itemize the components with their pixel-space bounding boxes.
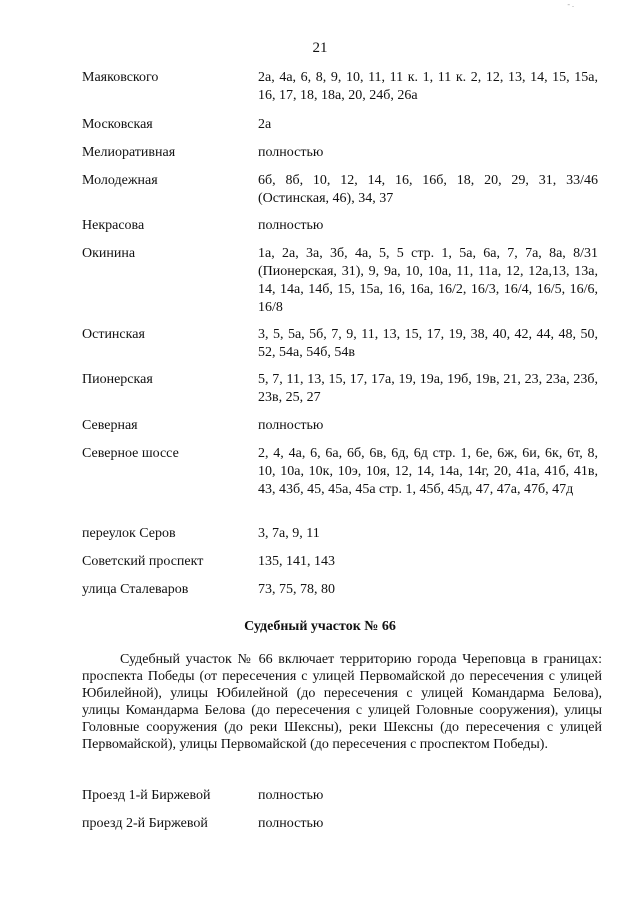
house-numbers: 3, 7а, 9, 11: [258, 526, 320, 541]
house-numbers: полностью: [258, 788, 324, 803]
street-name: Северная: [82, 418, 138, 433]
house-numbers: полностью: [258, 145, 324, 160]
house-numbers: полностью: [258, 218, 324, 233]
house-numbers: полностью: [258, 418, 324, 433]
street-name: Молодежная: [82, 173, 158, 188]
corner-mark: - .: [567, 0, 574, 9]
section-heading: Судебный участок № 66: [244, 619, 396, 634]
street-name: проезд 2-й Биржевой: [82, 816, 208, 831]
street-name: Северное шоссе: [82, 446, 179, 461]
house-numbers: 6б, 8б, 10, 12, 14, 16, 16б, 18, 20, 29, 31, 33/46 (Остинская, 46), 34, 37: [258, 173, 598, 206]
house-numbers: 2а: [258, 117, 272, 132]
house-numbers: 3, 5, 5а, 5б, 7, 9, 11, 13, 15, 17, 19, 38, 40, 42, 44, 48, 50, 52, 54а, 54б, 54в: [258, 327, 598, 360]
street-name: переулок Серов: [82, 526, 176, 541]
street-name: Маяковского: [82, 70, 159, 85]
house-numbers: 73, 75, 78, 80: [258, 582, 335, 597]
house-numbers: 135, 141, 143: [258, 554, 335, 569]
house-numbers: 5, 7, 11, 13, 15, 17, 17а, 19, 19а, 19б, 19в, 21, 23, 23а, 23б, 23в, 25, 27: [258, 372, 598, 405]
house-numbers: полностью: [258, 816, 324, 831]
street-name: Окинина: [82, 246, 136, 261]
street-name: улица Сталеваров: [82, 582, 189, 597]
street-name: Некрасова: [82, 218, 145, 233]
street-name: Пионерская: [82, 372, 153, 387]
house-numbers: 1а, 2а, 3а, 3б, 4а, 5, 5 стр. 1, 5а, 6а, 7, 7а, 8а, 8/31 (Пионерская, 31), 9, 9а, 10, 10а, 11, 11а, 12, 12а,13, 13а, 14, 14а, 14б, 15, 15а, 16, 16а, 16/2, 16/3, 16/4, 16/5, 16/6, 16/8: [258, 246, 598, 315]
house-numbers: 2, 4, 4а, 6, 6а, 6б, 6в, 6д, 6д стр. 1, 6е, 6ж, 6и, 6к, 6т, 8, 10, 10а, 10к, 10э, 10я, 12, 14, 14а, 14г, 20, 41а, 41б, 41в, 43, 43б, 45, 45а, 45а стр. 1, 45б, 45д, 47, 47а, 47б, 47д: [258, 446, 598, 497]
street-name: Проезд 1-й Биржевой: [82, 788, 211, 803]
street-name: Советский проспект: [82, 554, 204, 569]
house-numbers: 2а, 4а, 6, 8, 9, 10, 11, 11 к. 1, 11 к. 2, 12, 13, 14, 15, 15а, 16, 17, 18, 18а, 20, 24б, 26а: [258, 70, 598, 103]
street-name: Мелиоративная: [82, 145, 176, 160]
page-number: 21: [312, 40, 328, 56]
street-name: Остинская: [82, 327, 145, 342]
section-description: Судебный участок № 66 включает территорию города Череповца в границах: проспекта Победы (от пересечения с улицей Первомайской до пересечения с улицей Юбилейной), улицы Юбилейной (до пересечения с улицей Командарма Белова), улицы Командарма Белова (до пересечения с улицей Головные сооружения), улицы Головные сооружения (до реки Шексны), реки Шексны (до пересечения с улицей Первомайской), улицы Первомайской (до пересечения с проспектом Победы).: [82, 652, 602, 752]
street-name: Московская: [82, 117, 153, 132]
